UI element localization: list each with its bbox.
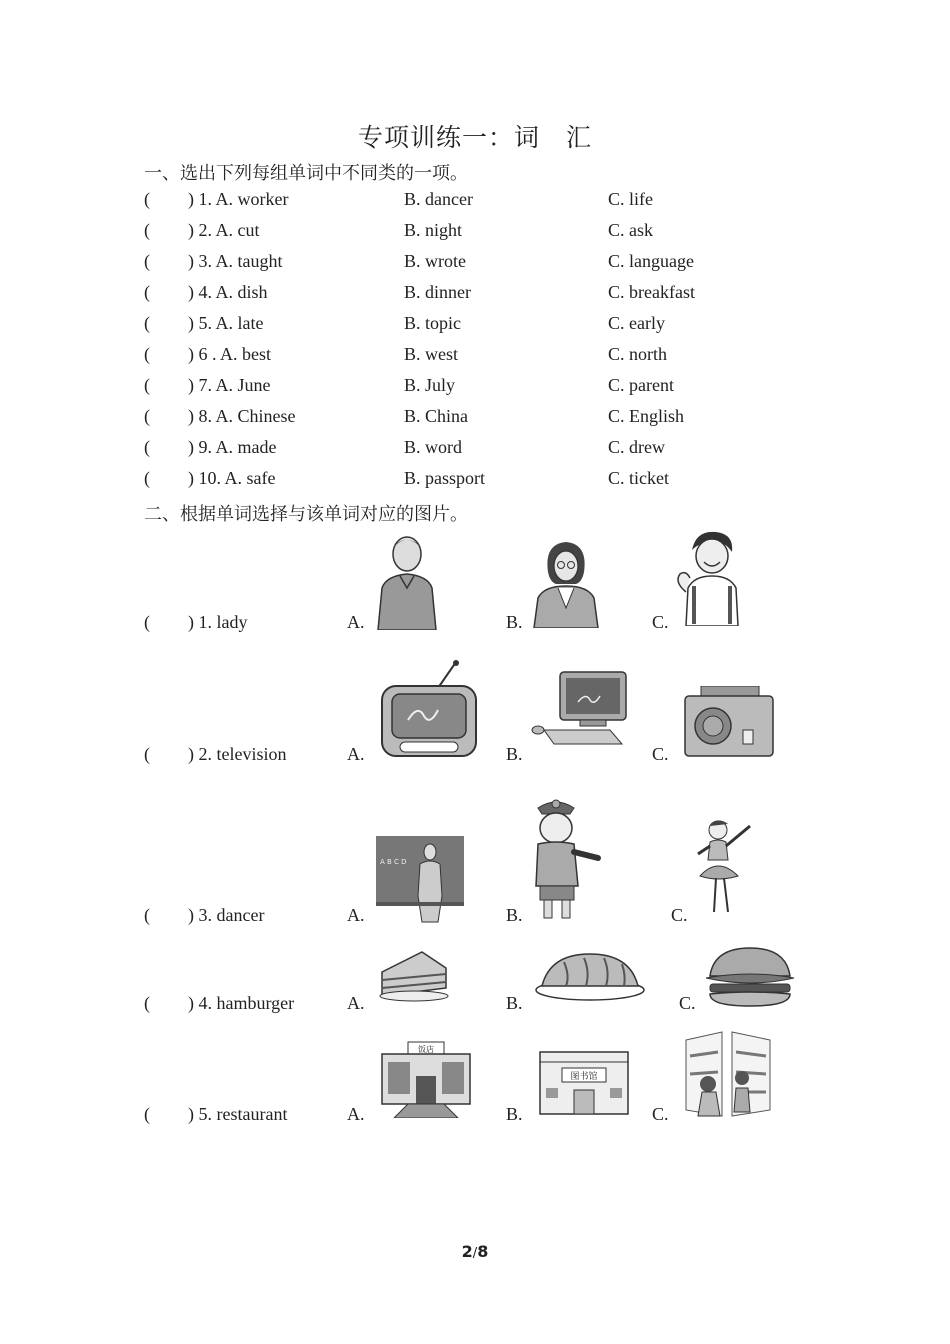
page-separator: / — [472, 1246, 478, 1261]
option-a: ) 8. A. Chinese — [188, 406, 296, 426]
question-word: ) 1. lady — [188, 612, 248, 632]
answer-paren: ( — [144, 612, 150, 632]
option-c: C. language — [608, 251, 694, 271]
total-pages: 8 — [477, 1242, 489, 1261]
board-letters: A B C D — [380, 858, 407, 866]
option-c: C. breakfast — [608, 282, 695, 302]
option-c: C. English — [608, 406, 685, 426]
option-a: ) 9. A. made — [188, 437, 277, 457]
answer-paren: ( — [144, 905, 150, 925]
page-title: 专项训练一：词 汇 — [357, 125, 592, 152]
answer-paren: ( — [144, 189, 150, 209]
option-c-label: C. — [652, 744, 669, 764]
option-b: B. night — [404, 220, 463, 240]
option-a: ) 2. A. cut — [188, 220, 260, 240]
answer-paren: ( — [144, 313, 150, 333]
option-c: C. early — [608, 313, 665, 333]
question-row — [144, 313, 844, 341]
bread-picture[interactable] — [534, 952, 646, 1002]
dancer-picture[interactable] — [694, 816, 760, 920]
option-a-label: A. — [347, 612, 365, 632]
option-b: B. July — [404, 375, 456, 395]
option-a-label: A. — [347, 744, 365, 764]
library-sign: 图书馆 — [570, 1072, 598, 1082]
option-a: ) 6 . A. best — [188, 344, 271, 364]
option-c-label: C. — [671, 905, 688, 925]
restaurant-picture[interactable] — [378, 1040, 474, 1118]
option-b: B. China — [404, 406, 469, 426]
option-c-label: C. — [652, 1104, 669, 1124]
option-b-label: B. — [506, 612, 523, 632]
question-word: ) 3. dancer — [188, 905, 265, 925]
question-row — [144, 406, 844, 434]
option-c-label: C. — [652, 612, 669, 632]
option-a: ) 5. A. late — [188, 313, 264, 333]
section-1-heading: 一、选出下列每组单词中不同类的一项。 — [144, 163, 468, 183]
answer-paren: ( — [144, 1104, 150, 1124]
answer-paren: ( — [144, 282, 150, 302]
question-word: ) 2. television — [188, 744, 287, 764]
option-b-label: B. — [506, 993, 523, 1013]
library-picture[interactable] — [536, 1048, 632, 1116]
question-row — [144, 375, 844, 403]
option-a: ) 10. A. safe — [188, 468, 276, 488]
option-a: ) 3. A. taught — [188, 251, 283, 271]
question-row — [144, 437, 844, 465]
option-b: B. topic — [404, 313, 461, 333]
option-a: ) 1. A. worker — [188, 189, 289, 209]
current-page: 2 — [461, 1242, 473, 1261]
option-b: B. wrote — [404, 251, 466, 271]
question-row — [144, 251, 844, 279]
hamburger-picture[interactable] — [704, 946, 796, 1008]
question-row — [144, 220, 844, 248]
question-row — [144, 189, 844, 217]
option-b: B. west — [404, 344, 458, 364]
question-row — [144, 344, 844, 372]
question-row — [144, 468, 844, 496]
cake-picture[interactable] — [378, 948, 450, 1002]
option-c: C. drew — [608, 437, 665, 457]
option-c: C. ticket — [608, 468, 669, 488]
option-c-label: C. — [679, 993, 696, 1013]
option-b: B. dancer — [404, 189, 473, 209]
police-officer-picture[interactable] — [526, 796, 606, 922]
option-c: C. ask — [608, 220, 653, 240]
answer-paren: ( — [144, 744, 150, 764]
option-b: B. word — [404, 437, 462, 457]
option-a: ) 4. A. dish — [188, 282, 268, 302]
answer-paren: ( — [144, 406, 150, 426]
option-b: B. dinner — [404, 282, 471, 302]
option-c: C. parent — [608, 375, 674, 395]
answer-paren: ( — [144, 251, 150, 271]
question-word: ) 4. hamburger — [188, 993, 295, 1013]
answer-paren: ( — [144, 468, 150, 488]
radio-picture[interactable] — [683, 686, 775, 758]
answer-paren: ( — [144, 344, 150, 364]
option-c: C. north — [608, 344, 668, 364]
television-picture[interactable] — [378, 660, 480, 762]
lady-picture[interactable] — [530, 538, 602, 628]
answer-paren: ( — [144, 993, 150, 1013]
section-2-heading: 二、根据单词选择与该单词对应的图片。 — [144, 504, 468, 524]
option-a-label: A. — [347, 905, 365, 925]
computer-picture[interactable] — [530, 668, 634, 746]
boy-picture[interactable] — [672, 530, 752, 626]
option-b-label: B. — [506, 1104, 523, 1124]
page-number — [0, 1242, 950, 1261]
option-c: C. life — [608, 189, 653, 209]
option-b-label: B. — [506, 744, 523, 764]
question-row — [144, 282, 844, 310]
option-a-label: A. — [347, 1104, 365, 1124]
option-b-label: B. — [506, 905, 523, 925]
restaurant-sign: 饭店 — [418, 1045, 434, 1054]
answer-paren: ( — [144, 220, 150, 240]
teacher-picture[interactable] — [376, 836, 464, 924]
question-word: ) 5. restaurant — [188, 1104, 288, 1124]
man-picture[interactable] — [372, 530, 442, 630]
bookstore-picture[interactable] — [682, 1030, 774, 1118]
option-a-label: A. — [347, 993, 365, 1013]
option-a: ) 7. A. June — [188, 375, 271, 395]
answer-paren: ( — [144, 375, 150, 395]
answer-paren: ( — [144, 437, 150, 457]
option-b: B. passport — [404, 468, 485, 488]
